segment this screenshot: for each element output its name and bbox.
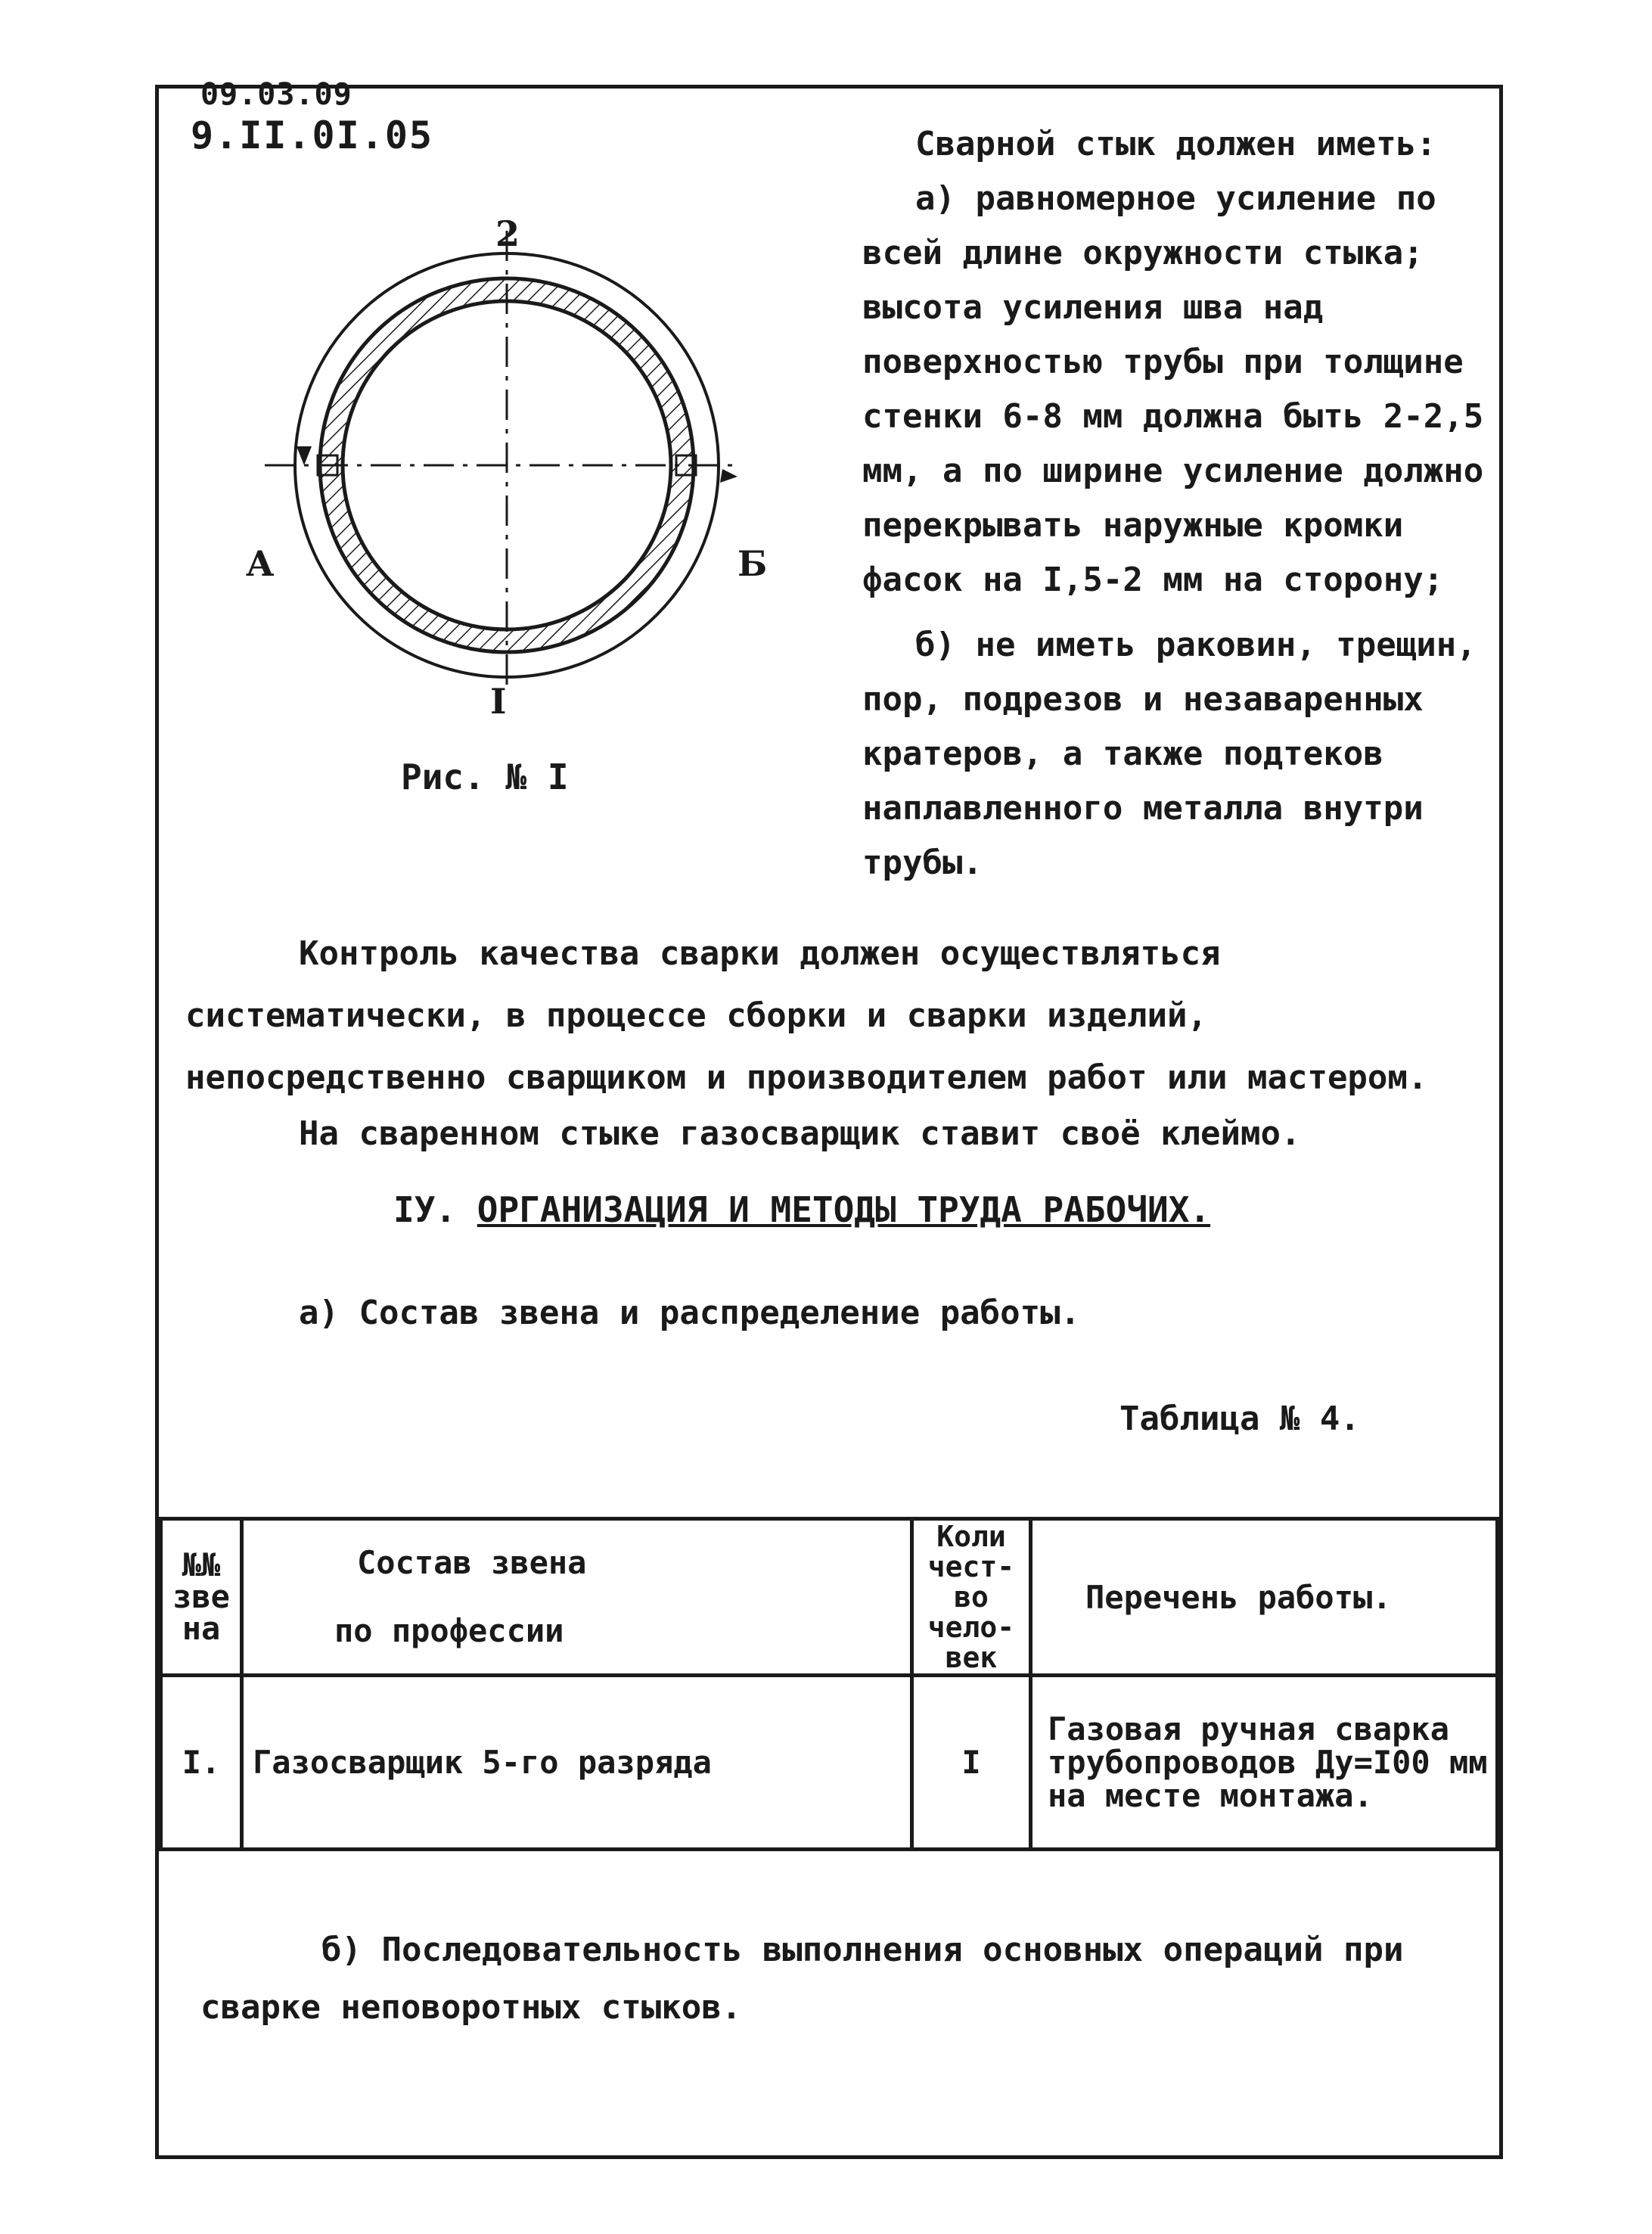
row-composition: Газосварщик 5-го разряда [242, 1676, 912, 1850]
document-code-crossed: 09.03.09 [200, 77, 352, 112]
direction-arrow-left [297, 446, 312, 465]
table-header-row [161, 1519, 1498, 1676]
section-heading [393, 1189, 1210, 1230]
label-top: 2 [495, 213, 520, 254]
label-left: А [246, 543, 275, 584]
row-number: I. [161, 1676, 242, 1850]
table-row [161, 1676, 1498, 1850]
stamp-paragraph: На сваренном стыке газосварщик ставит своё клеймо. [299, 1114, 1301, 1153]
label-right: Б [738, 543, 768, 584]
subsection-a: а) Состав звена и распределение работы. [299, 1294, 1081, 1332]
header-work-list: Перечень работы. [1031, 1519, 1498, 1676]
table-number: Таблица № 4. [1119, 1400, 1360, 1438]
label-bottom: I [490, 681, 507, 722]
section-number: IУ. [393, 1189, 457, 1230]
header-composition-line2: по профессии [334, 1612, 564, 1649]
weld-requirements [862, 117, 1490, 890]
subsection-b-text: б) Последовательность выполнения основных операций при сварке неповоротных стыков. [200, 1931, 1404, 2027]
document-code: 9.II.0I.05 [191, 113, 434, 157]
row-work: Газовая ручная сварка трубопроводов Ду=I00 мм на месте монтажа. [1031, 1676, 1498, 1850]
direction-arrow-right [720, 469, 738, 483]
header-number-line3: на [182, 1610, 221, 1647]
section-title: ОРГАНИЗАЦИЯ И МЕТОДЫ ТРУДА РАБОЧИХ. [477, 1189, 1211, 1230]
header-composition [242, 1519, 912, 1676]
requirement-b: б) не иметь раковин, трещин, пор, подрезов и незаваренных кратеров, а также подтеков наплавленного металла внутри трубы. [862, 626, 1477, 882]
requirement-a: а) равномерное усиление по всей длине окружности стыка; высота усиления шва над поверхностью трубы при толщине стенки 6-8 мм должна быть 2-2,5 мм, а по ширине усиление должно перекрывать наружные кромки фасок на I,5-2 мм на сторону; [862, 179, 1484, 599]
header-number-line2: зве [172, 1578, 230, 1615]
crew-table [159, 1517, 1499, 1851]
header-quantity: Коли чест- во чело- век [912, 1519, 1031, 1676]
requirements-intro: Сварной стык должен иметь: [915, 125, 1436, 163]
header-composition-line1: Состав звена [357, 1544, 587, 1581]
header-number-line1: №№ [182, 1546, 221, 1583]
subsection-b [200, 1922, 1486, 2037]
quality-control-paragraph: Контроль качества сварки должен осуществляться систематически, в процессе сборки и сварки изделий, непосредственно сварщиком и производителем работ или мастером. [185, 934, 1428, 1097]
header-number [161, 1519, 242, 1676]
pipe-weld-diagram [250, 204, 794, 734]
body-text [185, 923, 1486, 1109]
figure-caption: Рис. № I [401, 757, 569, 797]
row-quantity: I [912, 1676, 1031, 1850]
